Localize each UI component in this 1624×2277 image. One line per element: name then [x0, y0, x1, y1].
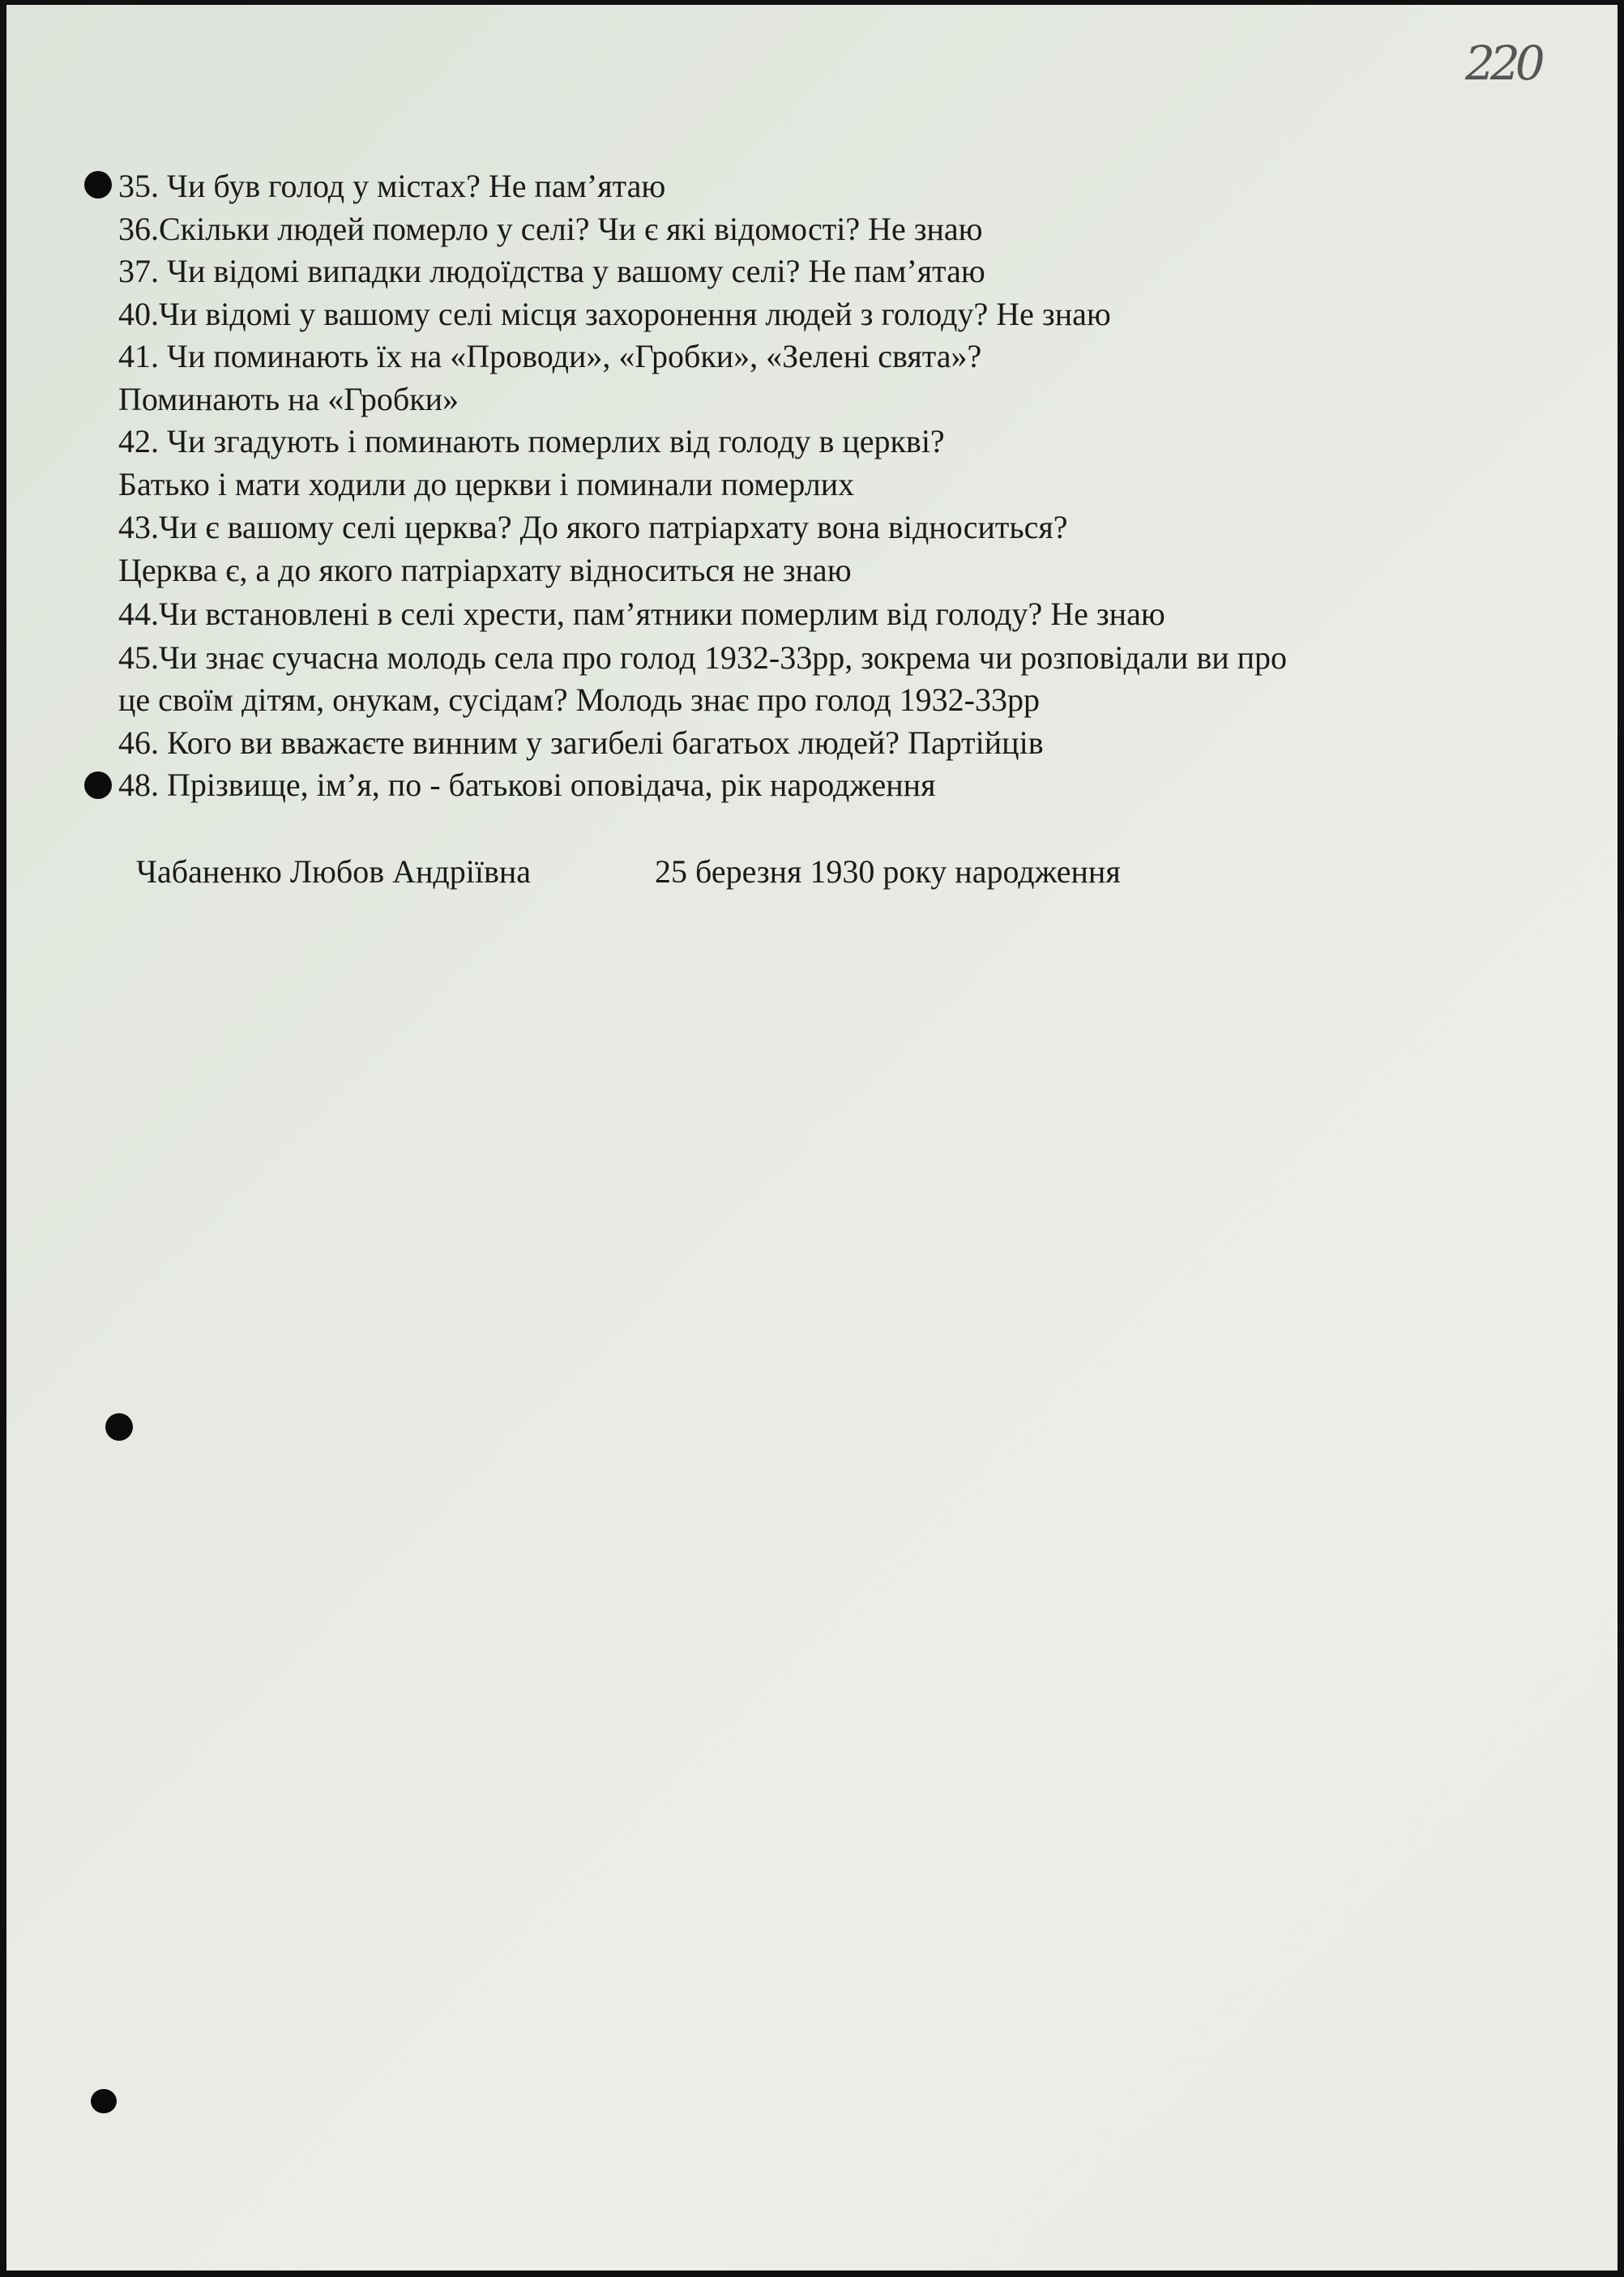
question-48: 48. Прізвище, ім’я, по - батькові оповідача, рік народження: [118, 767, 936, 803]
handwritten-page-number: 220: [1465, 36, 1541, 91]
question-42: 42. Чи згадують і поминають померлих від голоду в церкві?: [118, 423, 945, 459]
punch-hole: [105, 1413, 133, 1441]
question-35: 35. Чи був голод у містах? Не пам’ятаю: [118, 168, 666, 204]
punch-hole: [84, 771, 112, 799]
answer-42: Батько і мати ходили до церкви і поминали померлих: [118, 466, 855, 502]
question-36: 36.Скільки людей померло у селі? Чи є які відомості? Не знаю: [118, 211, 983, 247]
question-44: 44.Чи встановлені в селі хрести, пам’ятники померлим від голоду? Не знаю: [118, 596, 1165, 632]
question-45-cont: це своїм дітям, онукам, сусідам? Молодь знає про голод 1932-33рр: [118, 681, 1040, 718]
answer-43: Церква є, а до якого патріархату відноситься не знаю: [118, 552, 852, 588]
question-40: 40.Чи відомі у вашому селі місця захоронення людей з голоду? Не знаю: [118, 296, 1111, 332]
question-45: 45.Чи знає сучасна молодь села про голод 1932-33рр, зокрема чи розповідали ви про: [118, 639, 1288, 676]
question-46: 46. Кого ви вважаєте винним у загибелі багатьох людей? Партійців: [118, 724, 1044, 761]
question-41: 41. Чи поминають їх на «Проводи», «Гробки», «Зелені свята»?: [118, 338, 982, 374]
narrator-name: Чабаненко Любов Андріївна: [136, 853, 531, 890]
answer-41: Поминають на «Гробки»: [118, 381, 459, 417]
document-page: [6, 5, 1618, 2271]
punch-hole: [91, 2089, 117, 2113]
punch-hole: [84, 171, 112, 199]
question-37: 37. Чи відомі випадки людоїдства у вашому селі? Не пам’ятаю: [118, 253, 985, 289]
narrator-birth: 25 березня 1930 року народження: [655, 853, 1121, 890]
question-43: 43.Чи є вашому селі церква? До якого патріархату вона відноситься?: [118, 509, 1068, 545]
